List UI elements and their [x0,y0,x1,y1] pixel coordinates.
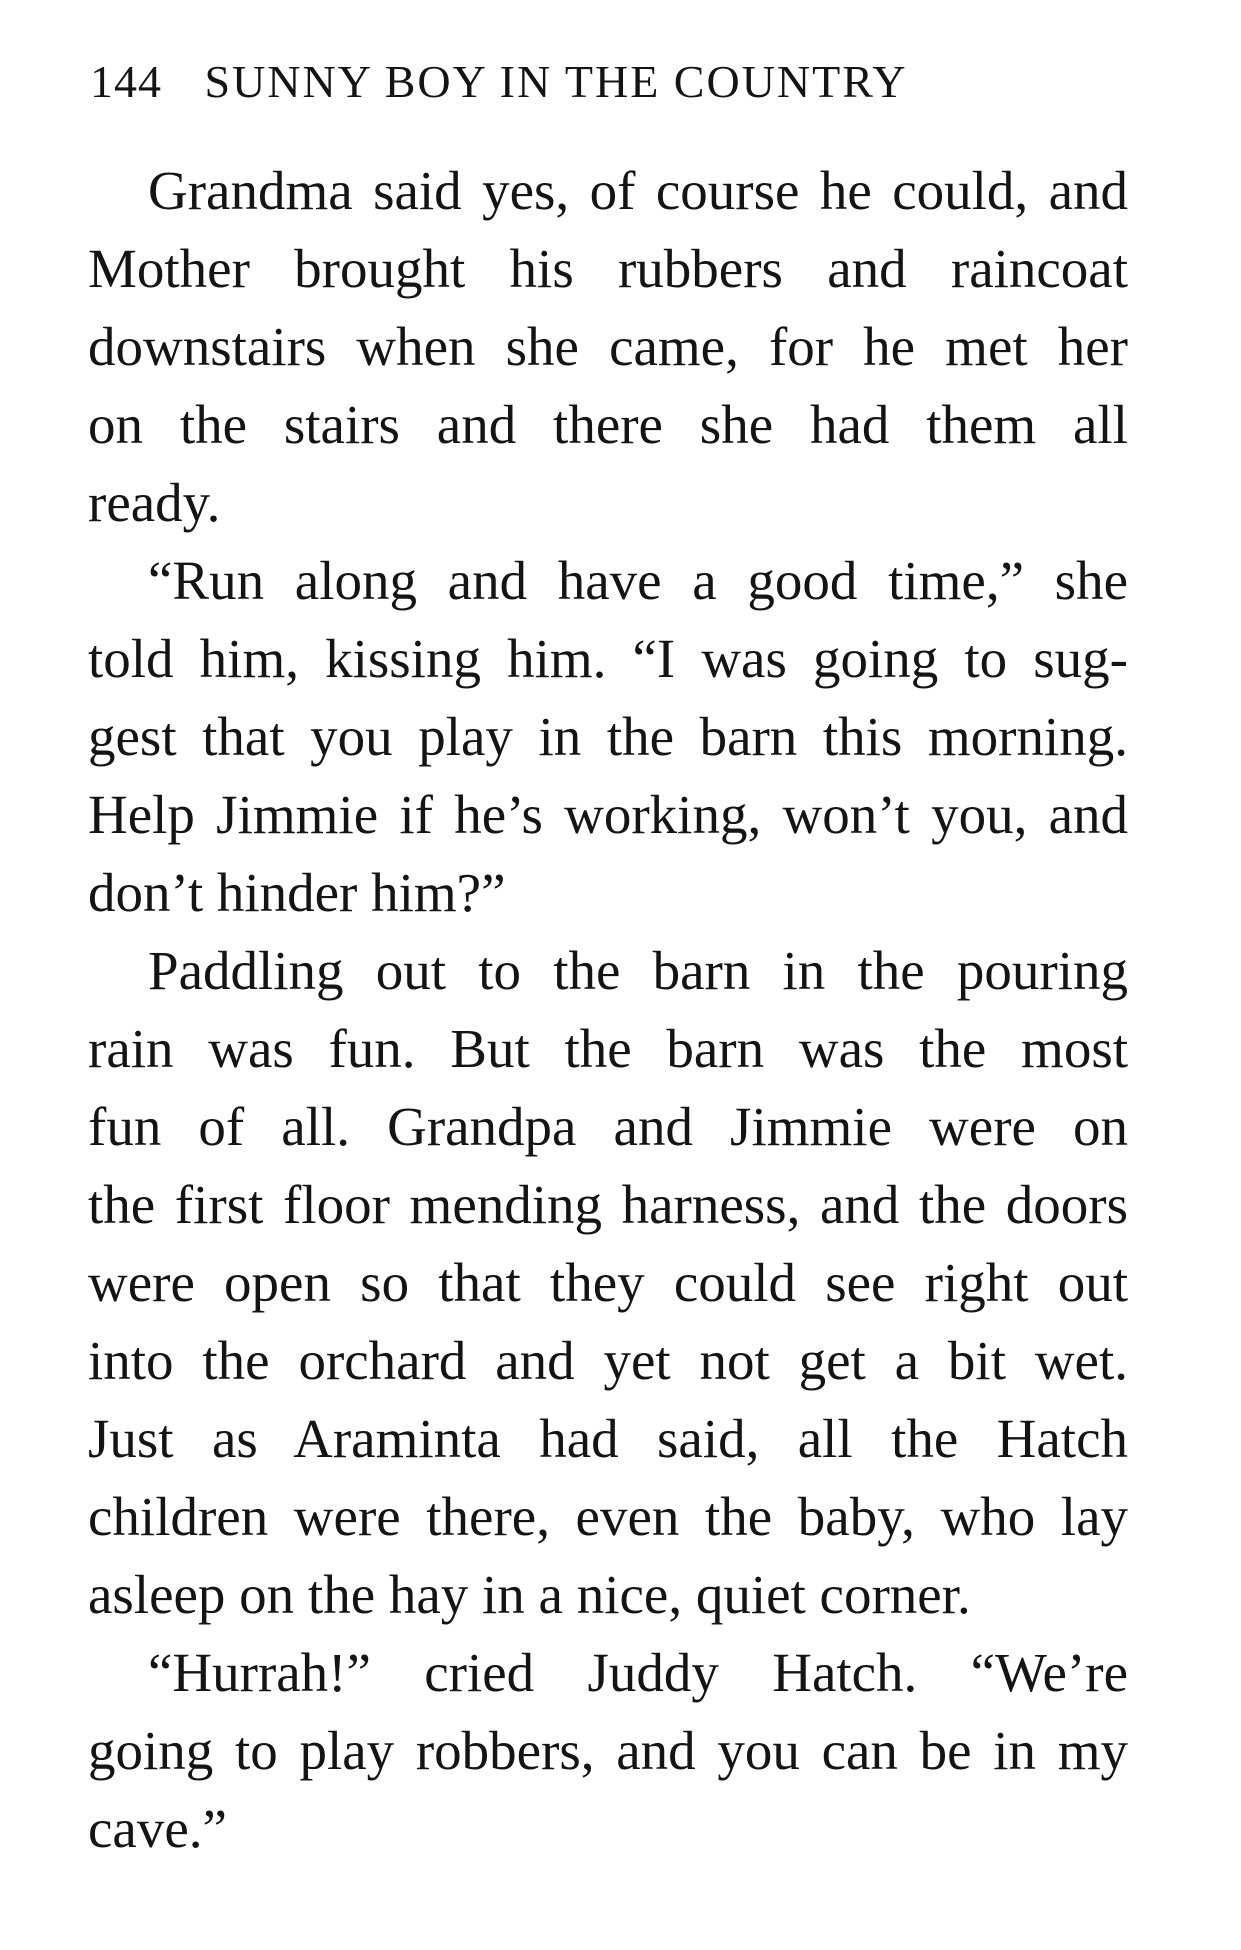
text-line: Paddling out to the barn in the pouring [148,940,1128,1001]
text-line: Just as Araminta had said, all the Hatch [88,1408,1128,1469]
text-line: asleep on the hay in a nice, quiet corner. [88,1564,971,1625]
text-line: downstairs when she came, for he met her [88,316,1128,377]
text-line: ready. [88,472,221,533]
text-line: “Hurrah!” cried Juddy Hatch. “We’re [148,1642,1128,1703]
running-title: SUNNY BOY IN THE COUNTRY [204,56,908,107]
text-line: children were there, even the baby, who lay [88,1486,1128,1547]
running-head [90,52,1140,112]
text-line: gest that you play in the barn this morning. [88,706,1128,767]
text-line: “Run along and have a good time,” she [148,550,1128,611]
text-line: cave.” [88,1798,227,1859]
text-line: Mother brought his rubbers and raincoat [88,238,1128,299]
page-number: 144 [90,56,162,107]
text-line: into the orchard and yet not get a bit wet. [88,1330,1128,1391]
text-line: going to play robbers, and you can be in my [88,1720,1128,1781]
body-text [88,152,1128,1868]
text-line: told him, kissing him. “I was going to sug- [88,628,1128,689]
text-line: Help Jimmie if he’s working, won’t you, and [88,784,1128,845]
text-line: rain was fun. But the barn was the most [88,1018,1128,1079]
text-line: don’t hinder him?” [88,862,506,923]
text-line: were open so that they could see right out [88,1252,1128,1313]
text-line: Grandma said yes, of course he could, and [148,160,1128,221]
text-line: the first floor mending harness, and the doors [88,1174,1128,1235]
text-line: on the stairs and there she had them all [88,394,1128,455]
text-line: fun of all. Grandpa and Jimmie were on [88,1096,1128,1157]
